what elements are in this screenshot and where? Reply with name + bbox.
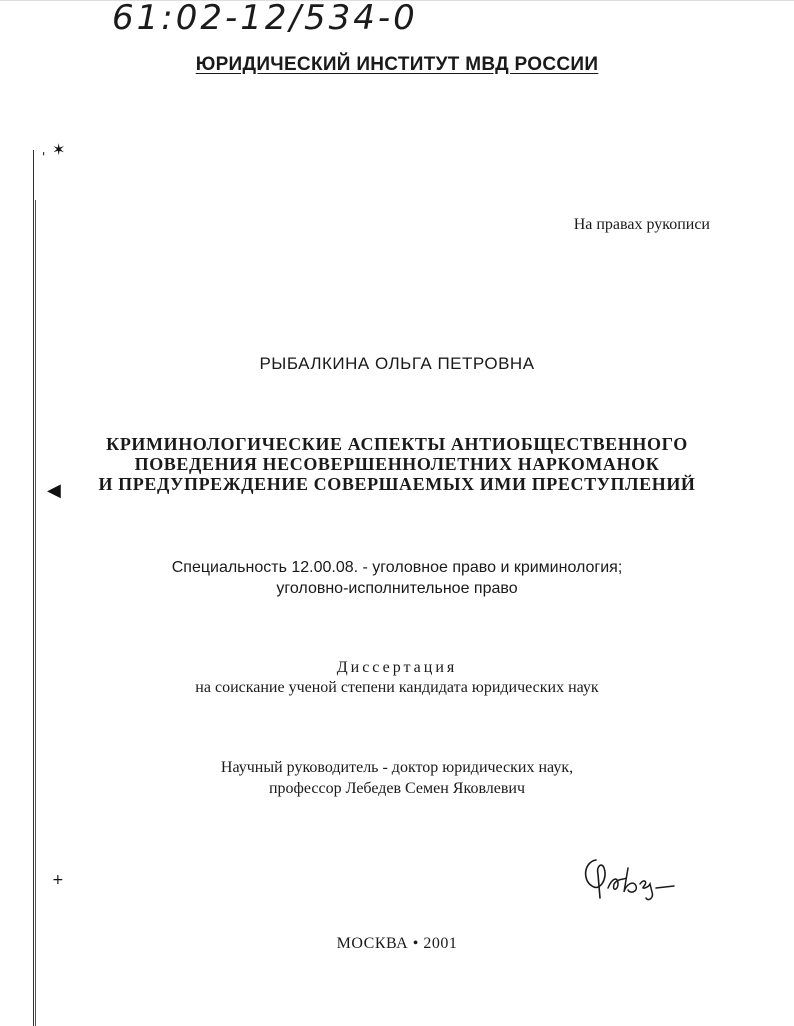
scientific-supervisor bbox=[0, 757, 794, 799]
supervisor-line: профессор Лебедев Семен Яковлевич bbox=[268, 780, 526, 797]
title-line: ПОВЕДЕНИЯ НЕСОВЕРШЕННОЛЕТНИХ НАРКОМАНОК bbox=[134, 454, 660, 474]
title-line: И ПРЕДУПРЕЖДЕНИЕ СОВЕРШАЕМЫХ ИМИ ПРЕСТУПЛЕНИЙ bbox=[98, 474, 696, 494]
supervisor-line: Научный руководитель - доктор юридических наук, bbox=[220, 759, 574, 776]
specialty bbox=[0, 557, 794, 599]
scan-mark-icon: + bbox=[52, 872, 64, 888]
scan-arrow-mark-icon: ◀ bbox=[47, 480, 61, 501]
author-name: РЫБАЛКИНА ОЛЬГА ПЕТРОВНА bbox=[259, 354, 535, 373]
degree-line: на соискание ученой степени кандидата юридических наук bbox=[195, 679, 599, 696]
handwritten-signature bbox=[578, 848, 678, 908]
dissertation-heading: Диссертация bbox=[336, 659, 458, 676]
specialty-line: уголовно-исполнительное право bbox=[276, 580, 518, 597]
institute-name: ЮРИДИЧЕСКИЙ ИНСТИТУТ МВД РОССИИ bbox=[195, 54, 599, 75]
dissertation-title bbox=[0, 434, 794, 494]
specialty-line: Специальность 12.00.08. - уголовное право и криминология; bbox=[171, 559, 623, 576]
scan-mark-icon: ' bbox=[42, 150, 46, 164]
title-line: КРИМИНОЛОГИЧЕСКИЕ АСПЕКТЫ АНТИОБЩЕСТВЕННОГО bbox=[106, 434, 688, 454]
city-year: МОСКВА • 2001 bbox=[336, 935, 458, 952]
dissertation-degree bbox=[0, 658, 794, 698]
manuscript-rights: На правах рукописи bbox=[573, 216, 710, 233]
scan-mark-icon: ✶ bbox=[52, 140, 66, 159]
scan-binding-line-secondary bbox=[35, 200, 36, 1026]
archive-code: 61:02-12/534-0 bbox=[112, 0, 418, 38]
